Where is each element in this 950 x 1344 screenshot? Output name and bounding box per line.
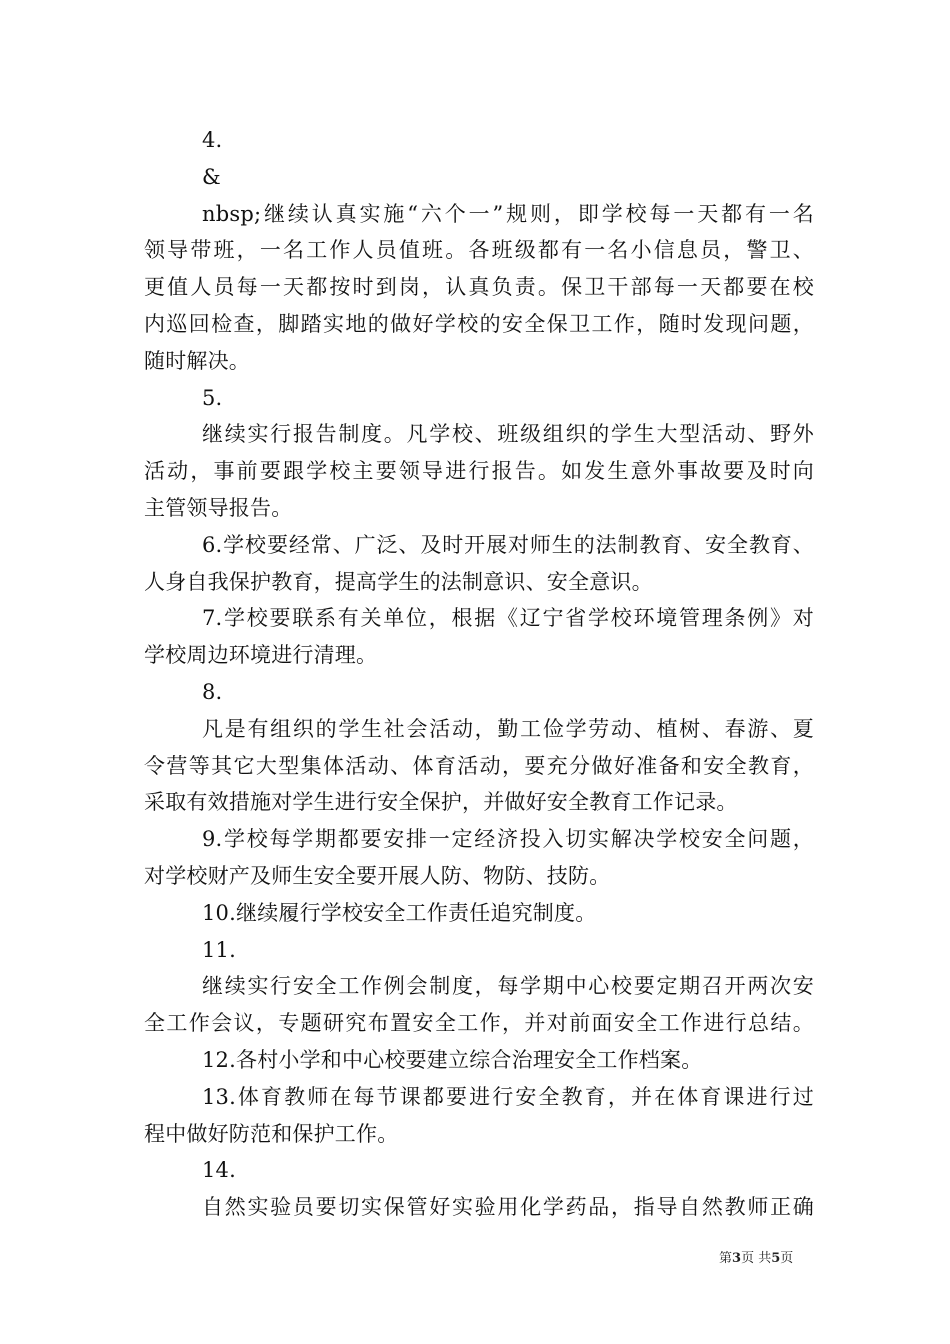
text-line: 10.继续履行学校安全工作责任追究制度。 bbox=[202, 900, 597, 925]
footer-suffix: 页 bbox=[780, 1251, 794, 1266]
text-line: 采取有效措施对学生进行安全保护，并做好安全教育工作记录。 bbox=[144, 790, 738, 815]
text-line: 9.学校每学期都要安排一定经济投入切实解决学校安全问题， bbox=[202, 827, 814, 852]
text-line: nbsp;继续认真实施“六个一”规则，即学校每一天都有一名 bbox=[202, 201, 814, 226]
page-footer bbox=[719, 1247, 793, 1266]
footer-page-number: 3 bbox=[732, 1251, 742, 1266]
text-line: 14. bbox=[202, 1158, 236, 1183]
text-line: 5. bbox=[202, 385, 223, 410]
text-line: 继续实行安全工作例会制度，每学期中心校要定期召开两次安 bbox=[202, 974, 814, 999]
text-line: 13.体育教师在每节课都要进行安全教育，并在体育课进行过 bbox=[202, 1084, 814, 1109]
text-line: 7.学校要联系有关单位，根据《辽宁省学校环境管理条例》对 bbox=[202, 606, 814, 631]
text-line: 人身自我保护教育，提高学生的法制意识、安全意识。 bbox=[144, 569, 653, 594]
text-line: 凡是有组织的学生社会活动，勤工俭学劳动、植树、春游、夏 bbox=[202, 716, 814, 741]
text-line: 学校周边环境进行清理。 bbox=[144, 643, 378, 668]
text-line: & bbox=[202, 164, 221, 189]
footer-prefix: 第 bbox=[719, 1251, 733, 1266]
text-line: 12.各村小学和中心校要建立综合治理安全工作档案。 bbox=[202, 1047, 703, 1072]
footer-middle: 页 共 bbox=[741, 1251, 772, 1266]
text-line: 令营等其它大型集体活动、体育活动，要充分做好准备和安全教育， bbox=[144, 753, 814, 778]
text-line: 自然实验员要切实保管好实验用化学药品，指导自然教师正确 bbox=[202, 1195, 814, 1220]
text-line: 主管领导报告。 bbox=[144, 495, 293, 520]
document-body bbox=[144, 122, 814, 1226]
text-line: 对学校财产及师生安全要开展人防、物防、技防。 bbox=[144, 863, 611, 888]
text-line: 8. bbox=[202, 679, 223, 704]
text-line: 11. bbox=[202, 937, 236, 962]
text-line: 内巡回检查，脚踏实地的做好学校的安全保卫工作，随时发现问题， bbox=[144, 311, 814, 336]
text-line: 程中做好防范和保护工作。 bbox=[144, 1121, 399, 1146]
footer-total-pages: 5 bbox=[771, 1251, 781, 1266]
text-line: 4. bbox=[202, 128, 223, 152]
text-line: 继续实行报告制度。凡学校、班级组织的学生大型活动、野外 bbox=[202, 422, 814, 447]
text-line: 领导带班，一名工作人员值班。各班级都有一名小信息员，警卫、 bbox=[144, 238, 814, 263]
text-line: 全工作会议，专题研究布置安全工作，并对前面安全工作进行总结。 bbox=[144, 1011, 814, 1036]
text-line: 随时解决。 bbox=[144, 348, 250, 373]
text-line: 更值人员每一天都按时到岗，认真负责。保卫干部每一天都要在校 bbox=[144, 275, 814, 300]
text-line: 6.学校要经常、广泛、及时开展对师生的法制教育、安全教育、 bbox=[202, 532, 814, 557]
text-line: 活动，事前要跟学校主要领导进行报告。如发生意外事故要及时向 bbox=[144, 459, 814, 484]
